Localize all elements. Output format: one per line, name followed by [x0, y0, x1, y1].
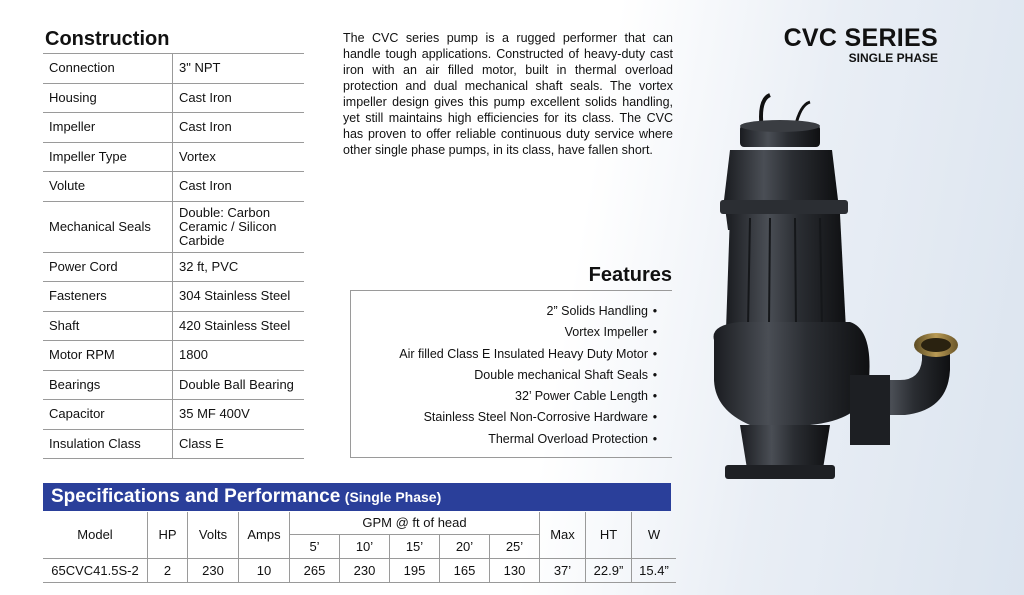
spec-key: Power Cord — [43, 252, 173, 282]
spec-value: Cast Iron — [173, 172, 305, 202]
col-header-head: 20’ — [440, 534, 490, 558]
cell-w: 15.4” — [632, 558, 677, 582]
list-item — [351, 389, 662, 410]
construction-table — [43, 53, 304, 459]
cell-ht: 22.9” — [586, 558, 632, 582]
description-paragraph: The CVC series pump is a rugged performer that can handle tough applications. Constructed of heavy-duty cast iron with an air filled motor, built in thermal overload protection and dual mechanical shaft seals. The vortex impeller design gives this pump excellent solids handling, yet still maintains high efficiencies for its class. The CVC has proven to offer reliable continuous duty service where other single phase pumps, in its class, have fallen short. — [343, 31, 673, 157]
pump-image — [700, 90, 960, 500]
cell-gpm: 130 — [490, 558, 540, 582]
list-item — [351, 432, 662, 453]
table-row — [43, 172, 304, 202]
table-row — [43, 370, 304, 400]
cell-gpm: 230 — [340, 558, 390, 582]
feature-text: 32’ Power Cable Length — [515, 389, 648, 404]
table-row — [43, 341, 304, 371]
table-row — [43, 54, 304, 84]
cell-gpm: 195 — [390, 558, 440, 582]
table-row — [43, 429, 304, 459]
bullet-icon: • — [652, 410, 658, 425]
feature-text: Double mechanical Shaft Seals — [474, 367, 648, 382]
table-row — [43, 113, 304, 143]
spec-value: Cast Iron — [173, 113, 305, 143]
list-item — [351, 410, 662, 431]
spec-value: Class E — [173, 429, 305, 459]
spec-value: Vortex — [173, 142, 305, 172]
spec-key: Mechanical Seals — [43, 201, 173, 252]
table-row — [43, 142, 304, 172]
features-box — [350, 290, 672, 458]
spec-value: 420 Stainless Steel — [173, 311, 305, 341]
table-row — [43, 558, 676, 582]
spec-key: Impeller Type — [43, 142, 173, 172]
list-item — [351, 304, 662, 325]
col-header-ht: HT — [586, 512, 632, 558]
table-row — [43, 400, 304, 430]
spec-key: Connection — [43, 54, 173, 84]
spec-value: 1800 — [173, 341, 305, 371]
cell-max: 37’ — [540, 558, 586, 582]
bullet-icon: • — [652, 346, 658, 361]
list-item — [351, 347, 662, 368]
spec-key: Volute — [43, 172, 173, 202]
features-title: Features — [588, 264, 672, 286]
bullet-icon: • — [652, 367, 658, 382]
col-header-max: Max — [540, 512, 586, 558]
spec-key: Impeller — [43, 113, 173, 143]
feature-text: 2” Solids Handling — [546, 304, 648, 318]
cell-hp: 2 — [148, 558, 188, 582]
col-header-head: 5’ — [290, 534, 340, 558]
cell-amps: 10 — [239, 558, 290, 582]
col-header-hp: HP — [148, 512, 188, 558]
col-header-model: Model — [43, 512, 148, 558]
table-row — [43, 282, 304, 312]
bullet-icon: • — [652, 389, 658, 404]
col-header-amps: Amps — [239, 512, 290, 558]
col-header-head: 10’ — [340, 534, 390, 558]
spec-value: 35 MF 400V — [173, 400, 305, 430]
col-header-head: 15’ — [390, 534, 440, 558]
spec-key: Insulation Class — [43, 429, 173, 459]
feature-text: Stainless Steel Non-Corrosive Hardware — [423, 410, 648, 425]
spec-key: Motor RPM — [43, 341, 173, 371]
col-header-gpm: GPM @ ft of head — [290, 512, 540, 534]
table-row — [43, 83, 304, 113]
col-header-head: 25’ — [490, 534, 540, 558]
series-subtitle: SINGLE PHASE — [848, 51, 938, 65]
cell-model: 65CVC41.5S-2 — [43, 558, 148, 582]
specs-table — [43, 512, 676, 583]
feature-text: Thermal Overload Protection — [488, 431, 648, 446]
table-row — [43, 512, 676, 534]
table-row — [43, 252, 304, 282]
spec-value: Cast Iron — [173, 83, 305, 113]
features-list — [351, 291, 672, 453]
spec-key: Shaft — [43, 311, 173, 341]
bullet-icon: • — [652, 304, 658, 318]
spec-value: Double Ball Bearing — [173, 370, 305, 400]
spec-value: 3" NPT — [173, 54, 305, 84]
spec-value: 304 Stainless Steel — [173, 282, 305, 312]
construction-title: Construction — [45, 28, 170, 50]
cell-gpm: 165 — [440, 558, 490, 582]
table-row — [43, 201, 304, 252]
specs-title: Specifications and Performance — [51, 486, 341, 507]
spec-key: Fasteners — [43, 282, 173, 312]
feature-text: Air filled Class E Insulated Heavy Duty Motor — [399, 346, 648, 361]
bullet-icon: • — [652, 325, 658, 340]
list-item — [351, 368, 662, 389]
spec-value: Double: Carbon Ceramic / Silicon Carbide — [173, 201, 305, 252]
cell-volts: 230 — [188, 558, 239, 582]
specs-subtitle: (Single Phase) — [344, 489, 442, 505]
spec-key: Capacitor — [43, 400, 173, 430]
list-item — [351, 325, 662, 346]
col-header-w: W — [632, 512, 677, 558]
spec-value: 32 ft, PVC — [173, 252, 305, 282]
col-header-volts: Volts — [188, 512, 239, 558]
feature-text: Vortex Impeller — [564, 325, 648, 340]
spec-key: Bearings — [43, 370, 173, 400]
table-row — [43, 311, 304, 341]
cell-gpm: 265 — [290, 558, 340, 582]
specs-header — [43, 483, 671, 511]
bullet-icon: • — [652, 431, 658, 446]
spec-key: Housing — [43, 83, 173, 113]
series-title: CVC SERIES — [783, 24, 938, 52]
